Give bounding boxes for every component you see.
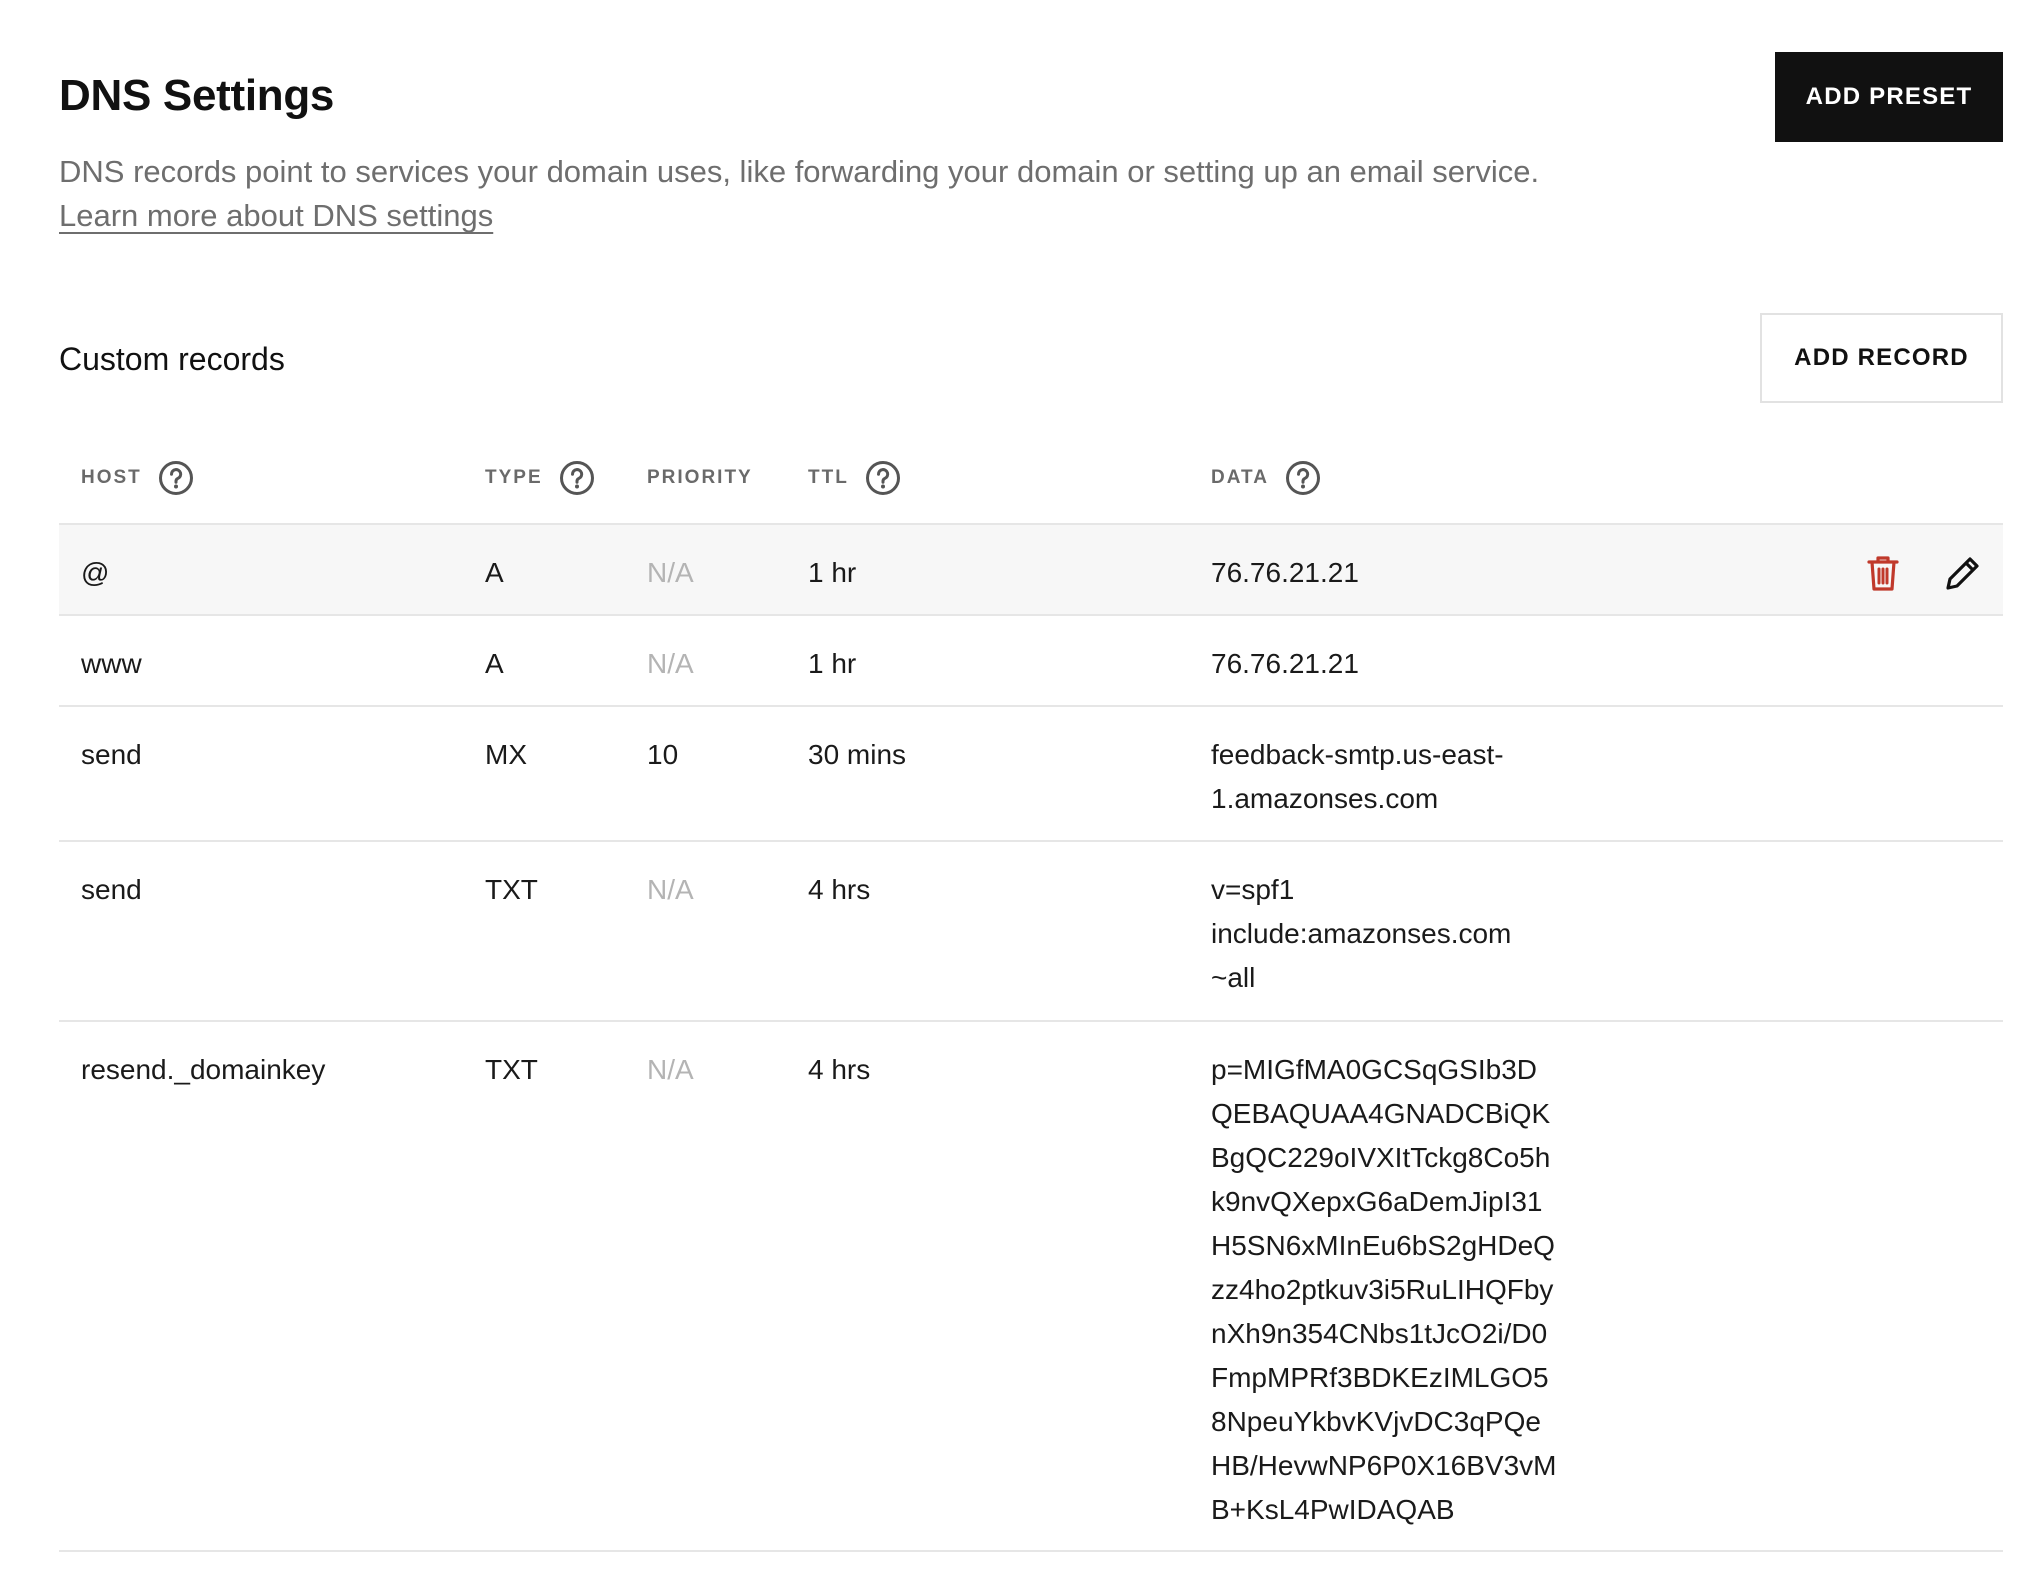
column-header-priority bbox=[647, 456, 753, 500]
type-cell: MX bbox=[485, 739, 527, 770]
table-row[interactable] bbox=[59, 705, 2003, 840]
table-row[interactable] bbox=[59, 523, 2003, 614]
priority-cell: 10 bbox=[647, 739, 679, 770]
data-line: v=spf1 bbox=[1211, 874, 1295, 905]
data-line: zz4ho2ptkuv3i5RuLIHQFby bbox=[1211, 1274, 1554, 1305]
ttl-cell: 1 hr bbox=[808, 557, 857, 588]
page-header bbox=[59, 60, 2003, 240]
data-line: feedback-smtp.us-east- bbox=[1211, 739, 1504, 770]
data-line: B+KsL4PwIDAQAB bbox=[1211, 1494, 1455, 1525]
ttl-cell: 1 hr bbox=[808, 648, 857, 679]
trash-icon[interactable] bbox=[1859, 549, 1907, 597]
column-header-host-label: HOST bbox=[81, 467, 142, 488]
data-line: QEBAQUAA4GNADCBiQK bbox=[1211, 1098, 1551, 1129]
priority-cell: N/A bbox=[647, 874, 694, 905]
add-record-button[interactable]: ADD RECORD bbox=[1760, 313, 2003, 403]
host-cell: send bbox=[81, 739, 142, 770]
data-cell bbox=[1211, 733, 1631, 821]
data-line: k9nvQXepxG6aDemJipI31 bbox=[1211, 1186, 1543, 1217]
question-circle-icon[interactable] bbox=[158, 460, 194, 496]
data-line: include:amazonses.com bbox=[1211, 918, 1512, 949]
column-header-data-label: DATA bbox=[1211, 467, 1269, 488]
question-circle-icon[interactable] bbox=[559, 460, 595, 496]
table-row[interactable] bbox=[59, 840, 2003, 1020]
table-row[interactable] bbox=[59, 1020, 2003, 1552]
data-line: 1.amazonses.com bbox=[1211, 783, 1439, 814]
dns-records-table bbox=[59, 523, 2003, 1552]
priority-cell: N/A bbox=[647, 648, 694, 679]
data-line: BgQC229oIVXItTckg8Co5h bbox=[1211, 1142, 1551, 1173]
data-line: 76.76.21.21 bbox=[1211, 648, 1359, 679]
pencil-icon[interactable] bbox=[1939, 549, 1987, 597]
data-cell bbox=[1211, 868, 1631, 1000]
data-cell bbox=[1211, 642, 1631, 686]
column-header-ttl-label: TTL bbox=[808, 467, 849, 488]
host-cell: send bbox=[81, 874, 142, 905]
table-row[interactable] bbox=[59, 614, 2003, 705]
column-header-ttl bbox=[808, 456, 901, 500]
type-cell: TXT bbox=[485, 1054, 538, 1085]
column-header-data bbox=[1211, 456, 1321, 500]
data-line: 8NpeuYkbvKVjvDC3qPQe bbox=[1211, 1406, 1541, 1437]
priority-cell: N/A bbox=[647, 1054, 694, 1085]
host-cell: @ bbox=[81, 557, 110, 588]
column-header-host bbox=[81, 456, 194, 500]
add-preset-button[interactable]: ADD PRESET bbox=[1775, 52, 2003, 142]
host-cell: resend._domainkey bbox=[81, 1054, 326, 1085]
data-line: nXh9n354CNbs1tJcO2i/D0 bbox=[1211, 1318, 1548, 1349]
ttl-cell: 4 hrs bbox=[808, 874, 871, 905]
custom-records-title: Custom records bbox=[59, 341, 285, 377]
data-line: HB/HevwNP6P0X16BV3vM bbox=[1211, 1450, 1557, 1481]
host-cell: www bbox=[81, 648, 142, 679]
question-circle-icon[interactable] bbox=[1285, 460, 1321, 496]
learn-more-link[interactable]: Learn more about DNS settings bbox=[59, 198, 494, 233]
priority-cell: N/A bbox=[647, 557, 694, 588]
data-line: FmpMPRf3BDKEzIMLGO5 bbox=[1211, 1362, 1549, 1393]
page-title: DNS Settings bbox=[59, 71, 335, 120]
data-line: ~all bbox=[1211, 962, 1256, 993]
data-line: p=MIGfMA0GCSqGSIb3D bbox=[1211, 1054, 1538, 1085]
ttl-cell: 30 mins bbox=[808, 739, 907, 770]
column-header-type-label: TYPE bbox=[485, 467, 543, 488]
data-line: H5SN6xMInEu6bS2gHDeQ bbox=[1211, 1230, 1555, 1261]
column-header-priority-label: PRIORITY bbox=[647, 467, 753, 488]
data-cell bbox=[1211, 551, 1631, 595]
page-description: DNS records point to services your domain uses, like forwarding your domain or setting up an email service. bbox=[59, 154, 1540, 189]
type-cell: A bbox=[485, 648, 504, 679]
ttl-cell: 4 hrs bbox=[808, 1054, 871, 1085]
data-cell bbox=[1211, 1048, 1631, 1532]
data-line: 76.76.21.21 bbox=[1211, 557, 1359, 588]
question-circle-icon[interactable] bbox=[865, 460, 901, 496]
type-cell: TXT bbox=[485, 874, 538, 905]
column-header-type bbox=[485, 456, 595, 500]
type-cell: A bbox=[485, 557, 504, 588]
